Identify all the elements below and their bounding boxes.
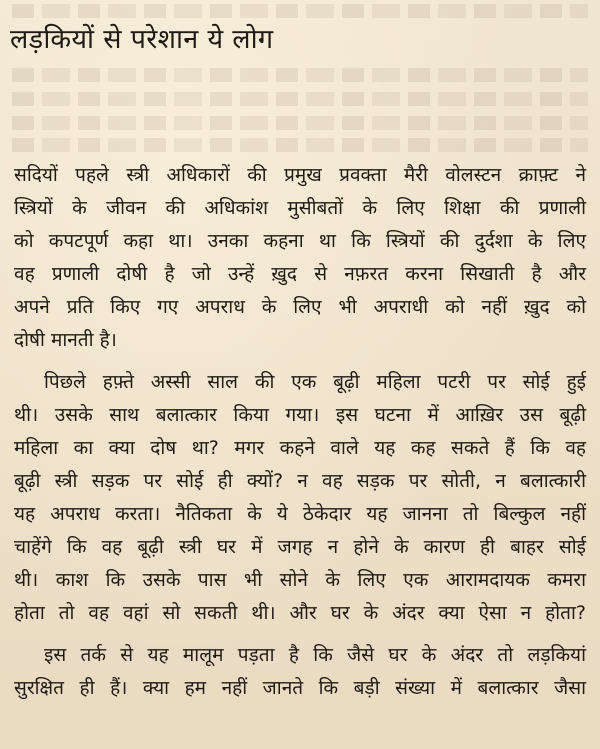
paragraph-1-line: दोषी मानती है। <box>14 329 117 351</box>
paragraph-2-line: यह अपराध करता। नैतिकता के ये ठेकेदार यह जानना तो बिल्कुल नहीं <box>14 503 586 525</box>
paragraph-2-line: बूढ़ी स्त्री सड़क पर सोई ही क्यों? न वह सड़क पर सोती, न बलात्कारी <box>14 470 586 492</box>
paragraph-3-line: सुरक्षित ही हैं। क्या हम नहीं जानते कि बड़ी संख्या में बलात्कार जैसा <box>14 677 586 699</box>
article-heading: लड़कियों से परेशान ये लोग <box>10 24 274 55</box>
paragraph-2-line: महिला का क्या दोष था? मगर कहने वाले यह कह सकते हैं कि वह <box>14 437 586 459</box>
paragraph-1-line: वह प्रणाली दोषी है जो उन्हें ख़ुद से नफ़रत करना सिखाती है और <box>14 263 586 285</box>
bleed-through-text <box>12 92 588 106</box>
bleed-through-text <box>12 116 588 130</box>
paragraph-2-line: थी। काश कि उसके पास भी सोने के लिए एक आरामदायक कमरा <box>14 569 586 591</box>
paragraph-2-line: होता तो वह वहां सो सकती थी। और घर के अंदर क्या ऐसा न होता? <box>14 602 586 624</box>
bleed-through-text <box>12 4 588 18</box>
paragraph-2-line: थी। उसके साथ बलात्कार किया गया। इस घटना में आख़िर उस बूढ़ी <box>14 404 586 426</box>
paragraph-2-line: पिछले हफ़्ते अस्सी साल की एक बूढ़ी महिला पटरी पर सोई हुई <box>44 371 586 393</box>
paragraph-1-line: अपने प्रति किए गए अपराध के लिए भी अपराधी को नहीं ख़ुद को <box>14 296 586 318</box>
paragraph-1-line: को कपटपूर्ण कहा था। उनका कहना था कि स्त्रियों की दुर्दशा के लिए <box>14 230 586 252</box>
paragraph-2-line: चाहेंगे कि वह बूढ़ी स्त्री घर में जगह न होने के कारण ही बाहर सोई <box>14 536 586 558</box>
paragraph-3-line: इस तर्क से यह मालूम पड़ता है कि जैसे घर के अंदर तो लड़कियां <box>44 644 586 666</box>
paragraph-1-line: स्त्रियों के जीवन की अधिकांश मुसीबतों के लिए शिक्षा की प्रणाली <box>14 197 586 219</box>
bleed-through-text <box>12 68 588 82</box>
paragraph-1-line: सदियों पहले स्त्री अधिकारों की प्रमुख प्रवक्ता मैरी वोलस्टन क्राफ़्ट ने <box>14 164 586 186</box>
bleed-through-text <box>12 138 588 152</box>
